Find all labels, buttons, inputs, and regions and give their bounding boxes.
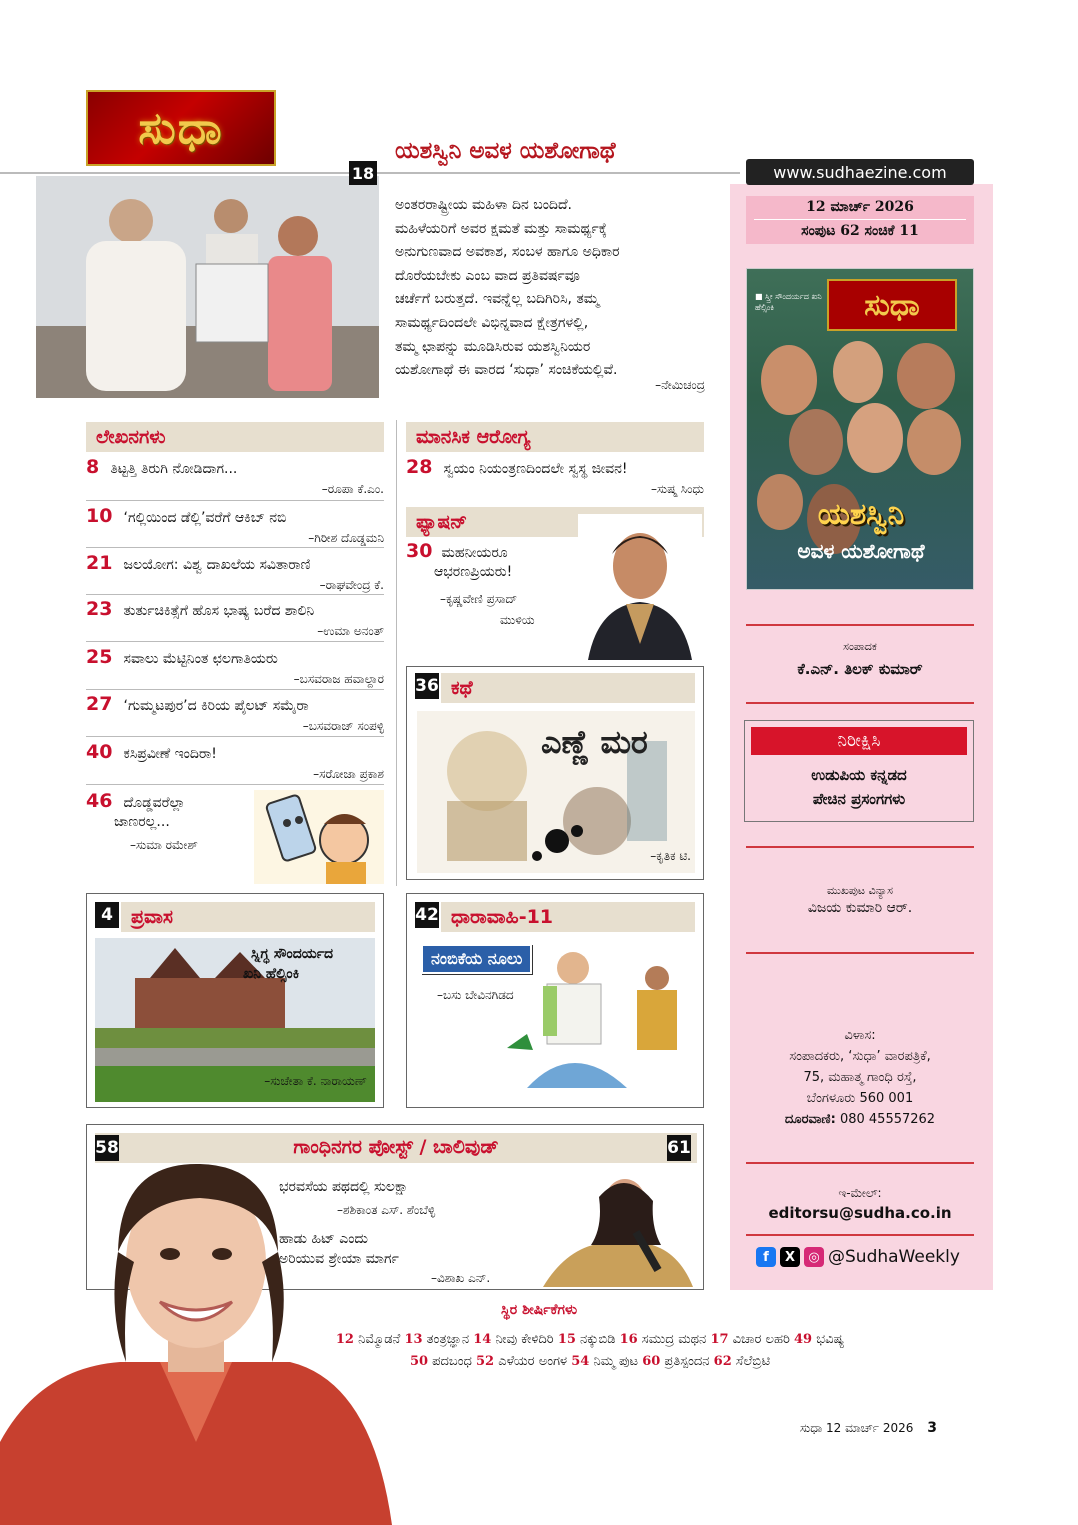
gandhinagara-item2-author: –ವಿಶಾಖ ಎನ್. bbox=[431, 1271, 491, 1285]
fixed-title[interactable]: ಭವಿಷ್ಯ bbox=[816, 1332, 845, 1347]
item-title: ಮಹನೀಯರೂ bbox=[441, 545, 508, 561]
item-divider bbox=[86, 689, 384, 690]
fixed-num: 60 bbox=[642, 1354, 661, 1369]
item-title: ಸವಾಲು ಮೆಟ್ಟಿನಿಂತ ಛಲಗಾತಿಯರು bbox=[123, 651, 278, 667]
address-label: ವಿಳಾಸ: bbox=[844, 1028, 876, 1043]
intro-line: ಅನುಗುಣವಾದ ಅವಕಾಶ, ಸಂಬಳ ಹಾಗೂ ಅಧಿಕಾರ bbox=[395, 244, 620, 261]
item-page: 8 bbox=[86, 456, 100, 478]
fixed-num: 17 bbox=[710, 1332, 729, 1347]
kathe-box[interactable] bbox=[406, 666, 704, 880]
article-item[interactable] bbox=[86, 552, 384, 593]
fixed-title[interactable]: ನಿಮ್ಮ ಪುಟ bbox=[593, 1354, 639, 1369]
intro-line: ತಮ್ಮ ಛಾಪನ್ನು ಮೂಡಿಸಿರುವ ಯಶಸ್ವಿನಿಯರ bbox=[395, 338, 591, 355]
item-title: ತಿಟ್ಟತ್ತಿ ತಿರುಗಿ ನೋಡಿದಾಗ... bbox=[110, 461, 238, 477]
fixed-num: 52 bbox=[476, 1354, 495, 1369]
item-title: ‘ಗಲ್ಲಿಯಿಂದ ಡೆಲ್ಲಿ’ವರೆಗೆ ಆಕಿಬ್ ನಬಿ bbox=[123, 510, 287, 526]
item-author: –ಗಿರೀಶ ದೊಡ್ಡಮನಿ bbox=[308, 531, 384, 545]
intro-line: ಮಹಿಳೆಯರಿಗೆ ಅವರ ಕ್ಷಮತೆ ಮತ್ತು ಸಾಮರ್ಥ್ಯಕ್ಕೆ bbox=[395, 220, 607, 237]
kathe-heading: ಕಥೆ bbox=[441, 673, 695, 703]
item-page: 10 bbox=[86, 505, 113, 527]
facebook-icon[interactable]: f bbox=[756, 1247, 776, 1267]
cover-thumbnail[interactable] bbox=[746, 268, 974, 590]
pravasa-page-number: 4 bbox=[95, 902, 119, 928]
address-line-1: ಸಂಪಾದಕರು, ‘ಸುಧಾ’ ವಾರಪತ್ರಿಕೆ, bbox=[789, 1049, 931, 1064]
gandhinagara-item1-title: ಭರವಸೆಯ ಪಥದಲ್ಲಿ ಸುಲಕ್ಷಾ bbox=[279, 1179, 409, 1195]
sudha-logo bbox=[86, 90, 276, 166]
item-title: ಜಲಯೋಗ: ವಿಶ್ವ ದಾಖಲೆಯ ಸವಿತಾರಾಣಿ bbox=[123, 557, 311, 573]
pravasa-title bbox=[243, 944, 334, 984]
dharavahi-author: –ಬಸು ಬೇವಿನಗಿಡದ bbox=[437, 988, 514, 1002]
item-title-cont: ಜಾಣರಲ್ಲ... bbox=[114, 814, 170, 830]
cover-face-2 bbox=[833, 341, 883, 403]
section-manasika: ಮಾನಸಿಕ ಆರೋಗ್ಯ bbox=[406, 422, 704, 452]
sidebar-rule-6 bbox=[746, 1234, 974, 1236]
gandhinagara-page-right: 61 bbox=[667, 1135, 691, 1161]
x-icon[interactable]: X bbox=[780, 1247, 800, 1267]
award-photo-illustration bbox=[36, 176, 379, 398]
upcoming-line-2: ಪೇಚಿನ ಪ್ರಸಂಗಗಳು bbox=[812, 790, 906, 808]
fixed-num: 62 bbox=[713, 1354, 732, 1369]
singer-photo bbox=[533, 1167, 699, 1287]
editor-label: ಸಂಪಾದಕ bbox=[843, 640, 877, 653]
social-row bbox=[756, 1247, 960, 1267]
item-author: –ಬಸವರಾಜ ಹವಾಲ್ದಾರ bbox=[293, 672, 384, 686]
address-line-2: 75, ಮಹಾತ್ಮ ಗಾಂಧಿ ರಸ್ತೆ, bbox=[803, 1070, 917, 1085]
item-title: ದೊಡ್ಡವರೆಲ್ಲಾ bbox=[123, 795, 186, 811]
fixed-num: 16 bbox=[619, 1332, 638, 1347]
fixed-title[interactable]: ನಿಮ್ಮೊಡನೆ bbox=[358, 1332, 401, 1347]
item-author: –ಉಮಾ ಅನಂತ್ bbox=[317, 624, 384, 638]
item-title: ತುರ್ತುಚಿಕಿತ್ಸೆಗೆ ಹೊಸ ಭಾಷ್ಯ ಬರೆದ ಶಾಲಿನಿ bbox=[123, 603, 315, 619]
article-item[interactable] bbox=[86, 741, 384, 782]
fixed-title[interactable]: ಪ್ರತಿಸ್ಪಂದನ bbox=[664, 1354, 710, 1369]
cover-design-name: ವಿಜಯ ಕುಮಾರಿ ಆರ್. bbox=[807, 900, 913, 916]
item-author: –ಸುಮಾ ರಮೇಶ್ bbox=[130, 838, 198, 852]
feature-headline: ಯಶಸ್ವಿನಿ ಅವಳ ಯಶೋಗಾಥೆ bbox=[395, 138, 616, 164]
cover-design-label: ಮುಖಪುಟ ವಿನ್ಯಾಸ bbox=[826, 884, 894, 897]
item-page: 40 bbox=[86, 741, 113, 763]
intro-line: ಸಾಮರ್ಥ್ಯದಿಂದಲೇ ವಿಭಿನ್ನವಾದ ಕ್ಷೇತ್ರಗಳಲ್ಲಿ, bbox=[395, 314, 589, 331]
intro-line: ಅಂತರರಾಷ್ಟ್ರೀಯ ಮಹಿಳಾ ದಿನ ಬಂದಿದೆ. bbox=[395, 197, 573, 213]
dharavahi-box[interactable] bbox=[406, 893, 704, 1108]
feature-author: –ನೇಮಿಚಂದ್ರ bbox=[655, 378, 705, 392]
item-divider bbox=[86, 736, 384, 737]
item-divider bbox=[86, 500, 384, 501]
article-item[interactable] bbox=[86, 646, 384, 687]
article-item[interactable] bbox=[86, 505, 384, 546]
sidebar-rule-5 bbox=[746, 1162, 974, 1164]
fixed-num: 14 bbox=[473, 1332, 492, 1347]
fixed-num: 12 bbox=[335, 1332, 354, 1347]
fixed-title[interactable]: ತಂತ್ರಜ್ಞಾನ bbox=[426, 1332, 470, 1347]
item-page: 21 bbox=[86, 552, 113, 574]
item-divider bbox=[86, 594, 384, 595]
cover-face-4 bbox=[789, 409, 843, 475]
issue-info bbox=[746, 196, 974, 244]
item-author: –ಸುಷ್ಮ ಸಿಂಧು bbox=[650, 482, 704, 496]
dharavahi-heading: ಧಾರಾವಾಹಿ-11 bbox=[441, 902, 695, 932]
item-page: 30 bbox=[406, 540, 433, 562]
feature-photo bbox=[36, 176, 379, 398]
intro-line: ದೊರೆಯಬೇಕು ಎಂಬ ವಾದ ಪ್ರತಿವರ್ಷವೂ bbox=[395, 267, 580, 284]
item-author: –ಕೃಷ್ಣವೇಣಿ ಪ್ರಸಾದ್ bbox=[440, 592, 518, 606]
cover-tag: ■ ಸ್ತ್ರೀ ಸೌಂದರ್ಯದ ಖನಿ ಹೆಲ್ಸಿಂಕಿ bbox=[755, 292, 822, 312]
column-divider bbox=[396, 420, 397, 886]
upcoming-title bbox=[745, 763, 973, 811]
website-link[interactable]: www.sudhaezine.com bbox=[746, 159, 974, 185]
item-page-row bbox=[86, 790, 185, 812]
fixed-num: 15 bbox=[557, 1332, 576, 1347]
intro-line: ಯಶೋಗಾಥೆ ಈ ವಾರದ ‘ಸುಧಾ’ ಸಂಚಿಕೆಯಲ್ಲಿವೆ. bbox=[395, 362, 618, 379]
email-address[interactable]: editorsu@sudha.co.in bbox=[768, 1204, 952, 1222]
item-page: 27 bbox=[86, 693, 113, 715]
cover-logo bbox=[827, 279, 957, 331]
sidebar-rule-4 bbox=[746, 952, 974, 954]
footer-text: ಸುಧಾ 12 ಮಾರ್ಚ್ 2026 bbox=[800, 1421, 914, 1435]
pravasa-heading: ಪ್ರವಾಸ bbox=[121, 902, 375, 932]
fixed-title[interactable]: ಎಳೆಯರ ಅಂಗಳ bbox=[498, 1354, 568, 1369]
address-line-3: ಬೆಂಗಳೂರು 560 001 bbox=[806, 1091, 914, 1106]
pravasa-author: –ಸುಚೇತಾ ಕೆ. ನಾರಾಯಣ್ bbox=[264, 1074, 367, 1088]
fixed-columns-heading: ಸ್ಥಿರ ಶೀರ್ಷಿಕೆಗಳು bbox=[500, 1302, 578, 1318]
upcoming-line-1: ಉಡುಪಿಯ ಕನ್ನಡದ bbox=[811, 766, 907, 784]
item-divider bbox=[86, 784, 384, 785]
article-item[interactable] bbox=[406, 456, 704, 497]
kathe-art-title: ಎಣ್ಣೆ ಮರ bbox=[541, 723, 648, 761]
page-footer bbox=[800, 1420, 937, 1436]
item-author: –ರೂಪಾ ಕೆ.ಎಂ. bbox=[321, 482, 384, 496]
cover-face-3 bbox=[897, 343, 955, 409]
fixed-title[interactable]: ನಕ್ಕುಬಿಡಿ bbox=[580, 1332, 616, 1347]
item-author: –ರಾಘವೇಂದ್ರ ಕೆ. bbox=[319, 578, 384, 592]
item-title: ಸ್ವಯಂ ನಿಯಂತ್ರಣದಿಂದಲೇ ಸ್ವಸ್ಥ ಜೀವನ! bbox=[443, 461, 628, 477]
sidebar-rule-2 bbox=[746, 702, 974, 704]
phone-number: 080 45557262 bbox=[839, 1112, 936, 1127]
item-title-cont: ಆಭರಣಪ್ರಿಯರು! bbox=[434, 564, 513, 580]
fixed-title[interactable]: ನೀವು ಕೇಳಿದಿರಿ bbox=[495, 1332, 554, 1347]
article-item-cartoon[interactable] bbox=[86, 790, 384, 884]
email-label: ಇ-ಮೇಲ್: bbox=[838, 1186, 882, 1200]
section-lekhanagalu: ಲೇಖನಗಳು bbox=[86, 422, 384, 452]
feature-intro bbox=[395, 194, 710, 383]
article-item[interactable] bbox=[86, 598, 384, 639]
kathe-author: –ಕೃತಿಕ ಟಿ. bbox=[650, 849, 691, 863]
fixed-num: 50 bbox=[409, 1354, 429, 1369]
gandhinagara-item2-line-2: ಅರಿಯುವ ಶ್ರೇಯಾ ಮಾರ್ಗ bbox=[279, 1251, 399, 1267]
kathe-page-number: 36 bbox=[415, 673, 439, 699]
dharavahi-page-number: 42 bbox=[415, 902, 439, 928]
cover-face-5 bbox=[847, 403, 903, 473]
item-page: 46 bbox=[86, 790, 113, 812]
article-item[interactable] bbox=[86, 693, 384, 734]
cover-title-sub: ಅವಳ ಯಶೋಗಾಥೆ bbox=[797, 539, 925, 563]
editor-name: ಕೆ.ಎನ್. ತಿಲಕ್ ಕುಮಾರ್ bbox=[797, 660, 923, 678]
fixed-columns-line-2 bbox=[100, 1354, 1078, 1369]
upcoming-box[interactable] bbox=[744, 720, 974, 822]
upcoming-label: ನಿರೀಕ್ಷಿಸಿ bbox=[751, 727, 967, 755]
pravasa-box[interactable] bbox=[86, 893, 384, 1108]
article-item-fashion[interactable] bbox=[406, 540, 576, 640]
fixed-num: 49 bbox=[793, 1332, 813, 1347]
fixed-title[interactable]: ವಿಚಾರ ಲಹರಿ bbox=[732, 1332, 790, 1347]
item-page: 23 bbox=[86, 598, 113, 620]
instagram-icon[interactable]: ◎ bbox=[804, 1247, 824, 1267]
section-fashion: ಫ್ಯಾಷನ್ bbox=[406, 507, 704, 537]
item-author: –ಬಸವರಾಜ್ ಸಂಪಳ್ಳಿ bbox=[302, 719, 384, 733]
gandhinagara-page-left: 58 bbox=[95, 1135, 119, 1161]
page-number: 3 bbox=[927, 1420, 937, 1436]
item-author: –ಸರೋಜಾ ಪ್ರಕಾಶ bbox=[313, 767, 384, 781]
pravasa-title-line-1: ಸ್ನಿಗ್ಧ ಸೌಂದರ್ಯದ bbox=[251, 946, 334, 962]
fixed-title[interactable]: ಸೆಲೆಬ್ರಿಟಿ bbox=[735, 1354, 771, 1369]
cover-logo-text: ಸುಧಾ bbox=[864, 287, 920, 323]
phone-label: ದೂರವಾಣಿ: bbox=[784, 1112, 836, 1127]
item-divider bbox=[86, 547, 384, 548]
item-author-cont: ಮುಳಿಯ bbox=[500, 613, 535, 627]
pravasa-title-line-2: ಖನಿ ಹೆಲ್ಸಿಂಕಿ bbox=[243, 966, 300, 982]
gandhinagara-heading: ಗಾಂಧಿನಗರ ಪೋಸ್ಟ್ / ಬಾಲಿವುಡ್ bbox=[293, 1136, 499, 1158]
sidebar-rule-3 bbox=[746, 846, 974, 848]
gandhinagara-item2-line-1: ಹಾಡು ಹಿಟ್ ಎಂದು bbox=[279, 1231, 368, 1247]
fixed-title[interactable]: ಸಮುದ್ರ ಮಥನ bbox=[641, 1332, 707, 1347]
cover-face-6 bbox=[907, 409, 961, 475]
intro-line: ಚರ್ಚೆಗೆ ಬರುತ್ತದೆ. ಇವನ್ನೆಲ್ಲ ಬದಿಗಿರಿಸಿ, ತಮ್ಮ bbox=[395, 291, 600, 308]
social-handle[interactable]: @SudhaWeekly bbox=[828, 1247, 960, 1267]
item-page: 28 bbox=[406, 456, 433, 478]
issue-volume: ಸಂಪುಟ 62 ಸಂಚಿಕೆ 11 bbox=[801, 223, 919, 239]
item-title: ‘ಗುಮ್ಮಟಪುರ’ದ ಕಿರಿಯ ಪೈಲಟ್ ಸಮೈರಾ bbox=[123, 698, 309, 714]
item-divider bbox=[86, 641, 384, 642]
fixed-title[interactable]: ಪದಬಂಧ bbox=[432, 1354, 472, 1369]
fixed-num: 54 bbox=[571, 1354, 590, 1369]
dharavahi-badge: ನಂಬಿಕೆಯ ನೂಲು bbox=[421, 944, 532, 974]
cartoon-illustration bbox=[254, 790, 384, 884]
feature-page-number: 18 bbox=[349, 161, 377, 185]
sidebar-rule-1 bbox=[746, 624, 974, 626]
logo-text: ಸುಧಾ bbox=[138, 102, 224, 154]
fixed-num: 13 bbox=[404, 1332, 423, 1347]
fashion-model-photo bbox=[578, 514, 702, 660]
item-page: 25 bbox=[86, 646, 113, 668]
gandhinagara-item1-author: –ಶಶಿಕಾಂತ ಎಸ್. ಶೆಂಬೆಳ್ಳಿ bbox=[337, 1203, 436, 1217]
issue-date: 12 ಮಾರ್ಚ್ 2026 bbox=[806, 199, 914, 215]
cover-face-1 bbox=[761, 345, 817, 415]
fixed-columns-line-1 bbox=[100, 1332, 1078, 1347]
address-block bbox=[746, 1025, 974, 1130]
item-title: ಕಸಿಪ್ರವೀಣೆ ಇಂದಿರಾ! bbox=[123, 746, 217, 762]
article-item[interactable] bbox=[86, 456, 384, 497]
cover-title-main: ಯಶಸ್ವಿನಿ bbox=[817, 497, 905, 532]
phone-line bbox=[746, 1109, 974, 1130]
